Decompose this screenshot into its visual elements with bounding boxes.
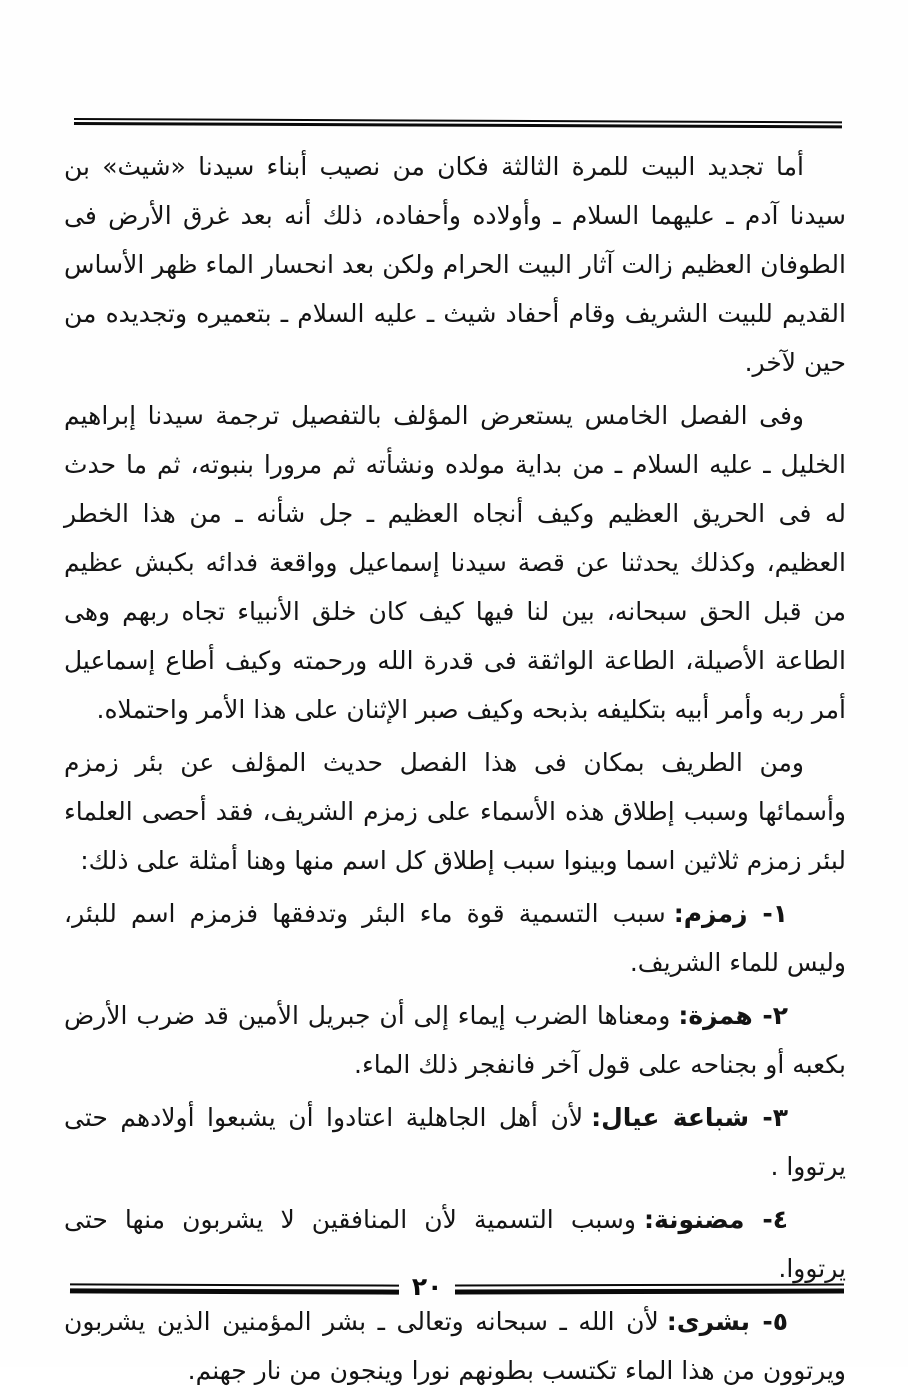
footer-left-thick-line [70, 1288, 399, 1294]
item-text: لأن الله ـ سبحانه وتعالى ـ بشر المؤمنين الذين يشربون ويرتوون من هذا الماء تكتسب بطونهم نورا وينجون من نار جهنم. [64, 1307, 846, 1385]
item-number-label: ٢- همزة: [678, 1001, 789, 1030]
header-rule [74, 118, 842, 128]
item-text: لأن أهل الجاهلية اعتادوا أن يشبعوا أولادهم حتى يرتووا . [64, 1103, 846, 1181]
paragraph-zamzam-names-intro: ومن الطريف بمكان فى هذا الفصل حديث المؤلف عن بئر زمزم وأسمائها وسبب إطلاق هذه الأسماء على زمزم الشريف، فقد أحصى العلماء لبئر زمزم ثلاثين اسما وبينوا سبب إطلاق كل اسم منها وهنا أمثلة على ذلك: [64, 748, 846, 875]
page-number: ٢٠ [411, 1272, 443, 1301]
item-text: سبب التسمية قوة ماء البئر وتدفقها فزمزم اسم للبئر، وليس للماء الشريف. [64, 899, 846, 977]
item-number-label: ٣- شباعة عيال: [591, 1103, 788, 1132]
list-item-shabaat-iyal [64, 1093, 846, 1191]
footer-rule-left [70, 1283, 399, 1294]
item-number-label: ١- زمزم: [673, 899, 788, 928]
item-text: ومعناها الضرب إيماء إلى أن جبريل الأمين قد ضرب الأرض بكعبه أو بجناحه على قول آخر فانفجر ذلك الماء. [64, 1001, 846, 1079]
footer-left-thin-line [70, 1283, 399, 1286]
paragraph-chapter-five-ibrahim: وفى الفصل الخامس يستعرض المؤلف بالتفصيل ترجمة سيدنا إبراهيم الخليل ـ عليه السلام ـ من بداية مولده ونشأته ثم مرورا بنبوته، ثم ما حدث له فى الحريق العظيم وكيف أنجاه العظيم ـ جل شأنه ـ من هذا الخطر العظيم، وكذلك يحدثنا عن قصة سيدنا إسماعيل وواقعة فدائه بكبش عظيم من قبل الحق سبحانه، بين لنا فيها كيف كان خلق الأنبياء تجاه ربهم وهى الطاعة الأصيلة، الطاعة الواثقة فى قدرة الله ورحمته وكيف أطاع إسماعيل أمر ربه وأمر أبيه بتكليفه بذبحه وكيف صبر الإثنان على هذا الأمر واحتملاه. [64, 401, 846, 724]
item-text: وسبب التسمية لأن المنافقين لا يشربون منها حتى يرتووا. [64, 1205, 846, 1283]
list-item-bushra [64, 1297, 846, 1395]
item-number-label: ٥- بشرى: [666, 1307, 788, 1336]
page-body-text [64, 142, 846, 1399]
paragraph-kaaba-renewal: أما تجديد البيت للمرة الثالثة فكان من نصيب أبناء سيدنا «شيث» بن سيدنا آدم ـ عليهما السلام ـ وأولاده وأحفاده، ذلك أنه بعد غرق الأرض فى الطوفان العظيم زالت آثار البيت الحرام ولكن بعد انحسار الماء ظهر الأساس القديم للبيت الشريف وقام أحفاد شيث ـ عليه السلام ـ بتعميره وتجديده من حين لآخر. [64, 152, 846, 377]
header-rule-thick-line [74, 122, 842, 128]
footer-right-thick-line [455, 1288, 844, 1294]
list-item-zamzam [64, 889, 846, 987]
footer-right-thin-line [455, 1283, 844, 1286]
footer-rule [70, 1272, 844, 1301]
item-number-label: ٤- مضنونة: [643, 1205, 788, 1234]
footer-rule-right [455, 1283, 844, 1294]
list-item-hamza [64, 991, 846, 1089]
